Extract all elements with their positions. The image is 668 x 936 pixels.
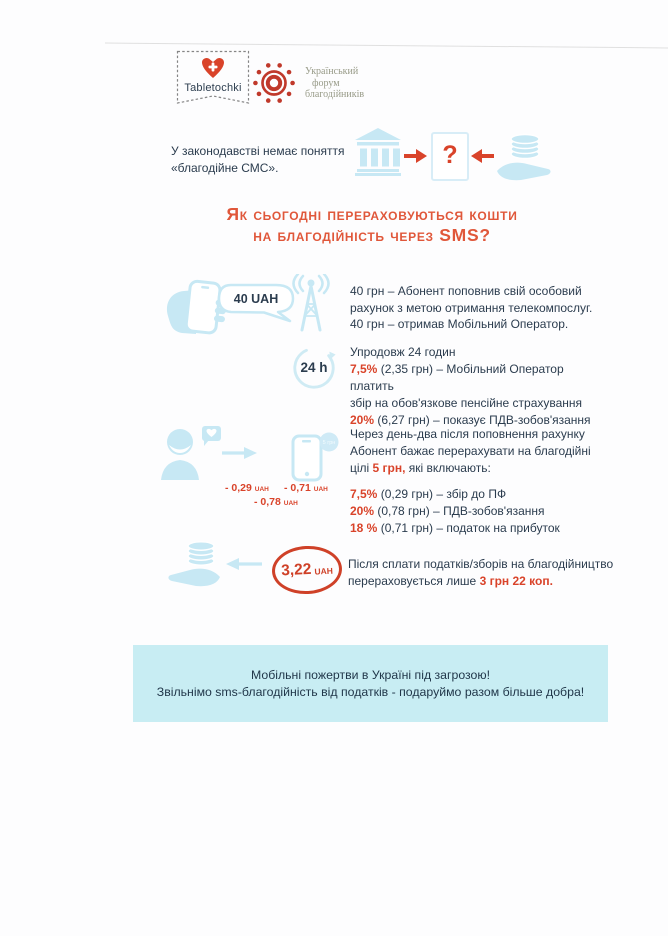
coins-hand-receive-icon — [167, 541, 223, 591]
page-title: Як сьогодні перераховуються кошти на благодійність через SMS? — [226, 204, 518, 245]
deduction-1: - 0,29 UAH — [225, 482, 269, 494]
scan-edge-line — [105, 43, 668, 49]
radio-tower-icon — [288, 274, 334, 332]
deduction-2: - 0,71 UAH — [284, 482, 328, 494]
bank-icon — [354, 128, 402, 176]
call-to-action-banner: Мобільні пожертви в Україні під загрозою! Звільнімо sms-благодійність від податків - подаруймо разом більше добра! — [133, 645, 608, 722]
arrow-left-red-icon — [470, 147, 496, 165]
final-amount-oval: 3,22 UAH — [271, 544, 343, 596]
step3-text: Через день-два після поповнення рахунку Абонент бажає перерахувати на благодійні цілі 5 грн, які включають: 7,5% (0,29 грн) – збір до ПФ 20% (0,78 грн) – ПДВ-зобов'язання 18 % (0,71 грн) – податок на прибуток — [350, 426, 610, 537]
arrow-right-icon — [220, 446, 258, 460]
step4-text: Після сплати податків/зборів на благодійництво перераховується лише 3 грн 22 коп. — [348, 557, 614, 588]
clock-cycle-icon — [290, 344, 338, 392]
clock-label: 24 h — [300, 360, 328, 375]
tabletochki-heart-icon — [201, 57, 225, 79]
person-icon — [160, 424, 222, 480]
step1-text: 40 грн – Абонент поповнив свій особовий рахунок з метою отримання телекомпослуг. 40 грн – отримав Мобільний Оператор. — [350, 284, 593, 331]
arrow-right-red-icon — [402, 147, 428, 165]
tabletochki-logo — [176, 50, 250, 112]
heart-bubble-icon — [202, 426, 221, 446]
step3-deduction-list: 7,5% (0,29 грн) – збір до ПФ 20% (0,78 грн) – ПДВ-зобов'язання 18 % (0,71 грн) – податок на прибуток — [350, 487, 560, 535]
phone-bubble-label: 5 грн — [322, 440, 336, 446]
amount-bubble-label: 40 UAH — [233, 292, 279, 306]
arrow-left-icon — [224, 557, 264, 571]
tabletochki-label: Tabletochki — [184, 82, 242, 94]
phone-icon — [291, 430, 339, 482]
question-doc-icon: ? — [431, 132, 469, 181]
forum-sun-icon — [251, 60, 297, 106]
forum-logo-text: Український форум благодійників — [305, 66, 365, 100]
deduction-3: - 0,78 UAH — [254, 496, 298, 508]
step2-text: Упродовж 24 годин 7,5% (2,35 грн) – Мобільний Оператор платить збір на обов'язкове пенсійне страхування 20% (6,27 грн) – показує ПДВ-зобов'язання — [350, 345, 591, 427]
amount-bubble — [214, 281, 298, 325]
coins-hand-icon — [494, 133, 554, 185]
intro-text: У законодавстві немає поняття «благодійне СМС». — [171, 144, 345, 175]
